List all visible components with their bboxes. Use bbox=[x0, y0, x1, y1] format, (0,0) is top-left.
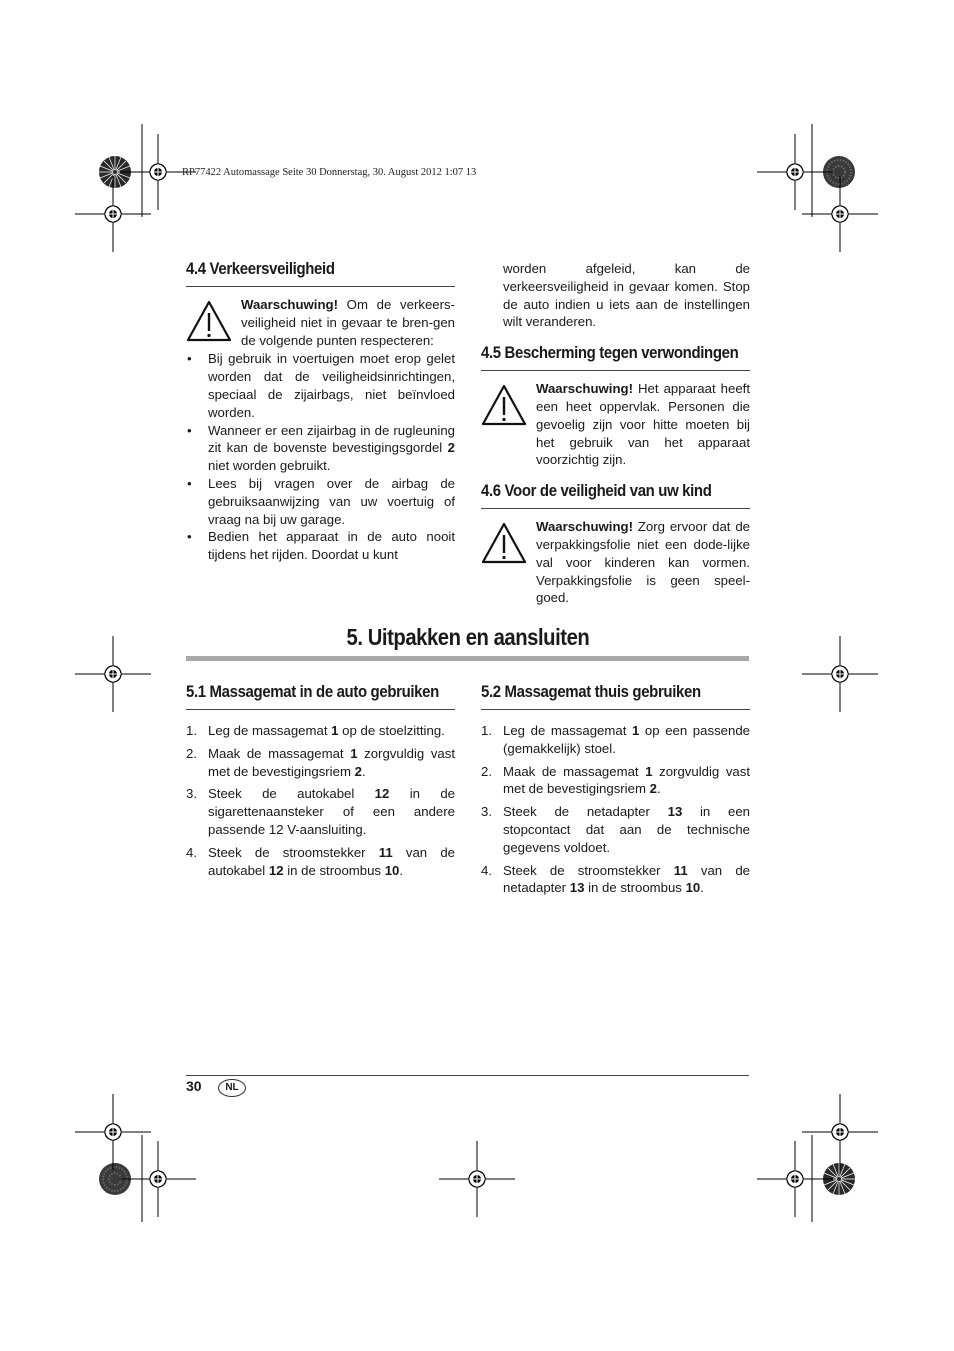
warning-text: Het apparaat heeft een heet oppervlak. Personen die gevoelig zijn voor hitte moeten bij het gebruik van het apparaat voorzichtig zijn. bbox=[536, 381, 750, 468]
list-item: 2. Maak de massagemat 1 zorgvuldig vast met de bevestigingsriem 2. bbox=[186, 745, 456, 779]
section-rule bbox=[186, 286, 455, 287]
list-item: 1. Leg de massagemat 1 op een passende (gemakkelijk) stoel. bbox=[481, 723, 750, 756]
list-item: 4. Steek de stroomstekker 11 van de autokabel 12 in de stroombus 10. bbox=[186, 844, 455, 878]
section-heading: 4.6 Voor de veiligheid van uw kind bbox=[481, 481, 712, 501]
section-rule bbox=[481, 370, 750, 371]
steps-list bbox=[186, 722, 455, 879]
warning-label: Waarschuwing! bbox=[536, 381, 633, 397]
footer-rule bbox=[186, 1075, 749, 1076]
steps-list bbox=[481, 722, 750, 897]
warning-text: Zorg ervoor dat de verpakkingsfolie niet een dode-lijke val voor kinderen kan vormen. Verpakkingsfolie is geen speel-goed. bbox=[536, 519, 750, 606]
warning-label: Waarschuwing! bbox=[536, 519, 633, 535]
warning-icon bbox=[186, 300, 232, 342]
warning-block bbox=[481, 380, 750, 469]
section-5-1 bbox=[186, 682, 455, 884]
section-4-4 bbox=[186, 259, 455, 564]
section-rule bbox=[481, 508, 750, 509]
print-info: RP77422 Automassage Seite 30 Donnerstag, 30. August 2012 1:07 13 bbox=[182, 167, 477, 178]
list-item: 4. Steek de stroomstekker 11 van de netadapter 13 in de stroombus 10. bbox=[481, 862, 750, 896]
list-item: • Wanneer er een zijairbag in de rugleuning zit kan de bovenste bevestigingsgordel 2 niet worden gebruikt. bbox=[186, 422, 455, 475]
continued-text: worden afgeleid, kan de verkeersveiligheid in gevaar komen. Stop de auto indien u iets aan de instellingen wilt veranderen. bbox=[503, 261, 750, 330]
list-item: • Lees bij vragen over de airbag de gebruiksaanwijzing van uw voertuig of vraag na bij uw garage. bbox=[186, 475, 455, 528]
list-item: 3. Steek de autokabel 12 in de sigarettenaansteker of een andere passende 12 V-aansluiting. bbox=[186, 786, 455, 837]
list-item: 2. Maak de massagemat 1 zorgvuldig vast met de bevestigingsriem 2. bbox=[481, 763, 751, 797]
section-5-2 bbox=[481, 682, 750, 902]
warning-icon bbox=[481, 522, 527, 564]
section-heading: 4.5 Bescherming tegen verwondingen bbox=[481, 343, 739, 363]
warning-label: Waarschuwing! bbox=[241, 297, 338, 312]
language-badge: NL bbox=[218, 1079, 246, 1097]
page-number: 30 bbox=[186, 1078, 202, 1094]
section-heading: 5.1 Massagemat in de auto gebruiken bbox=[186, 682, 439, 701]
section-rule bbox=[481, 709, 750, 710]
warning-icon bbox=[481, 384, 527, 426]
warning-text: Om de verkeers-veiligheid niet in gevaar te bren-gen de volgende punten respecteren: bbox=[241, 297, 455, 348]
section-rule bbox=[186, 709, 455, 710]
list-item: 1. Leg de massagemat 1 op de stoelzitting. bbox=[186, 723, 445, 738]
warning-block bbox=[481, 518, 750, 607]
list-item: 3. Steek de netadapter 13 in een stopcontact dat aan de technische gegevens voldoet. bbox=[481, 804, 750, 855]
bullet-list bbox=[186, 350, 455, 564]
chapter-title: 5. Uitpakken en aansluiten bbox=[346, 624, 589, 650]
right-column-top bbox=[481, 260, 750, 607]
section-heading: 4.4 Verkeersveiligheid bbox=[186, 259, 335, 278]
section-heading: 5.2 Massagemat thuis gebruiken bbox=[481, 682, 701, 701]
chapter-bar bbox=[186, 656, 749, 661]
list-item: • Bij gebruik in voertuigen moet erop gelet worden dat de veiligheidsinrichtingen, speciaal de zijairbags, niet beïnvloed worden. bbox=[186, 350, 455, 421]
warning-block bbox=[186, 296, 455, 349]
list-item: • Bedien het apparaat in de auto nooit tijdens het rijden. Doordat u kunt bbox=[186, 528, 455, 564]
